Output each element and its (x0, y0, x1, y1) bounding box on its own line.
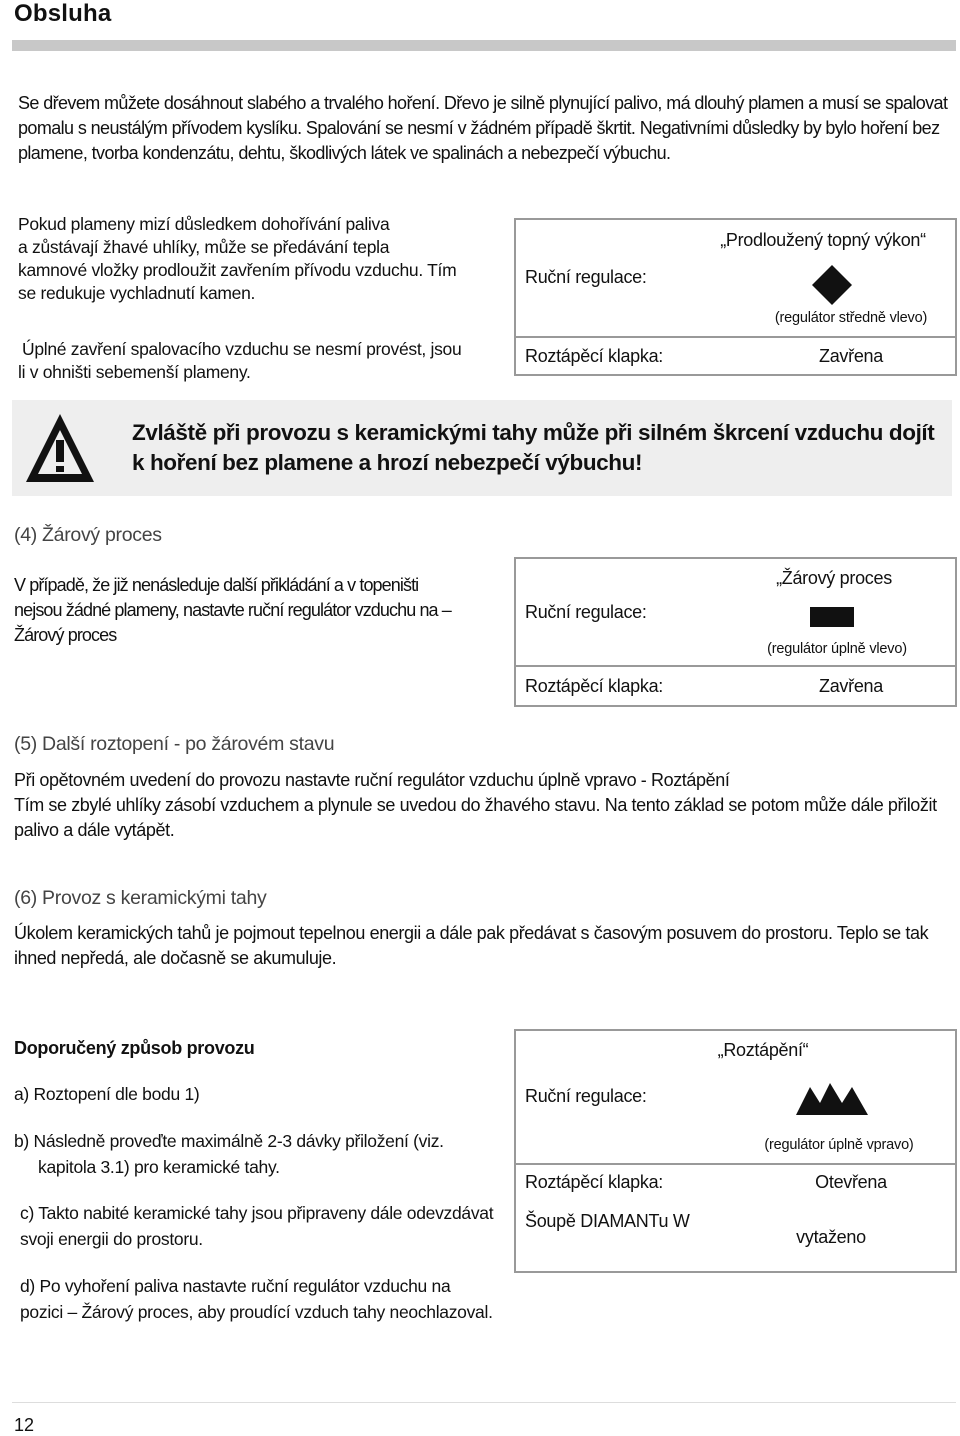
extend-line: kamnové vložky prodloužit zavřením přívodu vzduchu. Tím (18, 260, 457, 280)
flap-label: Roztápěcí klapka: (525, 346, 663, 366)
manual-regulation-label: Ruční regulace: (525, 1086, 647, 1106)
startup-settings-table (514, 1029, 957, 1273)
table-divider (516, 1163, 955, 1165)
step-a: a) Roztopení dle bodu 1) (14, 1084, 200, 1104)
step-b-line: b) Následně proveďte maximálně 2-3 dávky přiložení (viz. (14, 1131, 444, 1151)
extend-note-line: li v ohništi sebemenší plameny. (18, 362, 251, 382)
section-4-paragraph (14, 573, 451, 648)
title-underline-bar (12, 40, 956, 51)
diamond-icon (812, 265, 852, 310)
flap-label: Roztápěcí klapka: (525, 1172, 663, 1192)
intro-paragraph (18, 91, 947, 166)
section-5-line: Při opětovném uvedení do provozu nastavte ruční regulátor vzduchu úplně vpravo - Roztápění (14, 770, 730, 790)
flap-value: Zavřena (819, 346, 883, 366)
mode-name: „Prodloužený topný výkon“ (720, 230, 926, 250)
mode-name: „Roztápění“ (717, 1040, 809, 1060)
section-5-line: palivo a dále vytápět. (14, 820, 175, 840)
intro-line: plamene, tvorba kondenzátu, dehtu, škodlivých látek ve spalinách a nebezpečí výbuchu. (18, 143, 671, 163)
extend-line: a zůstávají žhavé uhlíky, může se předávání tepla (18, 237, 390, 257)
extend-line: Pokud plameny mizí důsledkem dohořívání paliva (18, 214, 390, 234)
page-number: 12 (14, 1415, 35, 1435)
manual-regulation-label: Ruční regulace: (525, 267, 647, 287)
step-c-line: svoji energii do prostoru. (20, 1229, 203, 1249)
glow-settings-table (514, 557, 957, 707)
step-d (20, 1273, 493, 1325)
regulator-hint: (regulátor úplně vpravo) (764, 1137, 914, 1153)
intro-line: pomalu s neustálým přívodem kyslíku. Spalování se nesmí v žádném případě škrtit. Negativními důsledky by bylo hoření bez (18, 118, 940, 138)
extend-note (18, 338, 461, 384)
section-6-line: Úkolem keramických tahů je pojmout tepelnou energii a dále pak předávat s časovým posuvem do prostoru. Teplo se tak (14, 923, 929, 943)
regulator-hint: (regulátor středně vlevo) (774, 310, 928, 326)
flap-value: Zavřena (819, 676, 883, 696)
warning-line: k hoření bez plamene a hrozí nebezpečí výbuchu! (132, 450, 643, 475)
recommended-heading: Doporučený způsob provozu (14, 1038, 255, 1058)
flap-label: Roztápěcí klapka: (525, 676, 663, 696)
mountains-icon (796, 1081, 868, 1120)
regulator-hint: (regulátor úplně vlevo) (767, 641, 907, 657)
step-c (20, 1200, 493, 1252)
table-divider (516, 665, 955, 667)
section-5-line: Tím se zbylé uhlíky zásobí vzduchem a plynule se uvedou do žhavého stavu. Na tento základ se potom může dále přiložit (14, 795, 937, 815)
page-title: Obsluha (14, 0, 112, 27)
section-5-heading: (5) Další roztopení - po žárovém stavu (14, 733, 335, 755)
slider-label: Šoupě DIAMANTu W (525, 1211, 690, 1231)
section-4-line: nejsou žádné plameny, nastavte ruční regulátor vzduchu na – (14, 600, 451, 620)
warning-text (132, 418, 934, 478)
section-4-heading: (4) Žárový proces (14, 524, 162, 546)
step-d-line: pozici – Žárový proces, aby proudící vzduch tahy neochlazoval. (20, 1302, 493, 1322)
section-6-line: ihned nepředá, ale dočasně se akumuluje. (14, 948, 337, 968)
step-b (14, 1128, 444, 1180)
table-divider (516, 336, 955, 338)
section-6-paragraph (14, 921, 928, 971)
section-4-line: V případě, že již nenásleduje další přikládání a v topeništi (14, 575, 419, 595)
section-4-line: Žárový proces (14, 625, 117, 645)
extend-settings-table (514, 218, 957, 376)
slider-value: vytaženo (796, 1227, 866, 1247)
step-c-line: c) Takto nabité keramické tahy jsou připraveny dále odevzdávat (20, 1203, 494, 1223)
rectangle-icon (810, 607, 854, 627)
extend-note-line: Úplné zavření spalovacího vzduchu se nesmí provést, jsou (22, 339, 462, 359)
step-d-line: d) Po vyhoření paliva nastavte ruční regulátor vzduchu na (20, 1276, 451, 1296)
step-b-line: kapitola 3.1) pro keramické tahy. (38, 1157, 280, 1177)
flap-value: Otevřena (815, 1172, 887, 1192)
warning-line: Zvláště při provozu s keramickými tahy může při silném škrcení vzduchu dojít (132, 420, 935, 445)
extend-paragraph (18, 213, 456, 305)
warning-triangle-icon (24, 410, 96, 491)
section-5-paragraph (14, 768, 937, 843)
mode-name: „Žárový proces (776, 568, 892, 588)
footer-divider (12, 1402, 956, 1403)
manual-regulation-label: Ruční regulace: (525, 602, 647, 622)
intro-line: Se dřevem můžete dosáhnout slabého a trvalého hoření. Dřevo je silně plynující palivo, má dlouhý plamen a musí se spalovat (18, 93, 948, 113)
section-6-heading: (6) Provoz s keramickými tahy (14, 887, 267, 909)
extend-line: se redukuje vychladnutí kamen. (18, 283, 256, 303)
